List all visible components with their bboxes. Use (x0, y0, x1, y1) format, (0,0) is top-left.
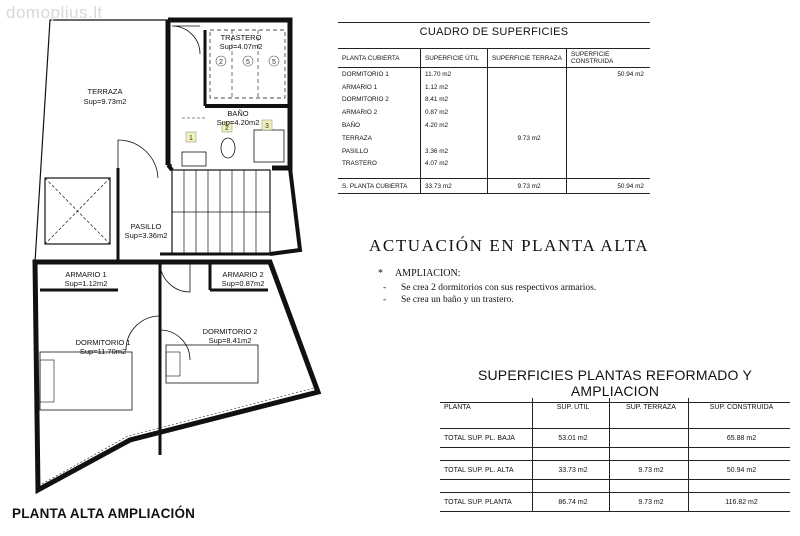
cell-util: 8.41 m2 (421, 94, 488, 107)
cuadro-header-row (338, 49, 650, 68)
cuadro-header-util: SUPERFICIE ÚTIL (421, 49, 488, 68)
room-dormitorio1-area: Sup=11.70m2 (79, 347, 127, 356)
watermark: domoplius.lt (6, 3, 103, 22)
cell-construida: 50.94 m2 (567, 68, 651, 81)
cell-construida (567, 81, 651, 94)
spacer-row (338, 170, 650, 179)
dash-mark: - (383, 283, 387, 293)
room-dormitorio2-area: Sup=8.41m2 (208, 336, 252, 345)
room-trastero-name: TRASTERO (220, 33, 262, 42)
cell-util: 11.70 m2 (421, 68, 488, 81)
cell-name: DORMITORIO 2 (342, 96, 389, 104)
cell-name: BAÑO (342, 122, 361, 130)
bullet-mark: * (378, 268, 383, 279)
table-row (338, 158, 650, 171)
room-bano-area: Sup=4.20m2 (216, 118, 260, 127)
cell-construida: 50.94 m2 (689, 461, 791, 480)
cell-util: 4.07 m2 (421, 158, 488, 171)
table-row (440, 429, 790, 448)
superficies-title: SUPERFICIES PLANTAS REFORMADO Y AMPLIACION (440, 367, 790, 403)
actuacion-title: ACTUACIÓN EN PLANTA ALTA (369, 236, 650, 255)
table-row (338, 106, 650, 119)
ampliacion-label: AMPLIACION: (394, 268, 461, 279)
cell-terraza (488, 94, 567, 107)
cuadro-title: CUADRO DE SUPERFICIES (338, 22, 650, 38)
cell-name: PASILLO (342, 147, 369, 155)
cell-construida: 116.82 m2 (689, 493, 791, 512)
plan-title: PLANTA ALTA AMPLIACIÓN (12, 506, 196, 521)
cell-terraza (488, 119, 567, 132)
header-terraza: SUP. TERRAZA (610, 398, 689, 416)
ampliacion-list (383, 282, 596, 306)
table-row (338, 94, 650, 107)
cuadro-header-construida: SUPERFICIE CONSTRUIDA (567, 49, 651, 68)
cell-util: 33.73 m2 (421, 179, 488, 194)
cuadro-header-terraza: SUPERFICIE TERRAZA (488, 49, 567, 68)
spacer-row (440, 448, 790, 461)
cell-terraza (610, 429, 689, 448)
cell-util: 33.73 m2 (533, 461, 610, 480)
header-construida: SUP. CONSTRUIDA (689, 398, 791, 416)
room-bano-name: BAÑO (227, 109, 249, 118)
cell-construida (567, 106, 651, 119)
table-row (338, 132, 650, 145)
room-dormitorio2-name: DORMITORIO 2 (202, 327, 258, 336)
cell-util: 0.87 m2 (421, 106, 488, 119)
table-row (440, 461, 790, 480)
cell-name: S. PLANTA CUBIERTA (338, 179, 421, 194)
room-armario2-name: ARMARIO 2 (222, 270, 264, 279)
dash-mark: - (383, 295, 387, 305)
cell-util: 4.20 m2 (421, 119, 488, 132)
list-item (383, 294, 596, 306)
cell-construida: 65.88 m2 (689, 429, 791, 448)
room-terraza-area: Sup=9.73m2 (83, 97, 127, 106)
cell-terraza (488, 68, 567, 81)
room-armario2-area: Sup=0.87m2 (221, 279, 265, 288)
table-row (338, 81, 650, 94)
cell-construida (567, 119, 651, 132)
storage-marker-1: 2 (219, 59, 223, 66)
cell-name: TOTAL SUP. PL. BAJA (440, 429, 533, 448)
cell-name: TERRAZA (342, 134, 372, 142)
cell-name: DORMITORIO 1 (342, 70, 389, 78)
cell-name: TOTAL SUP. PL. ALTA (440, 461, 533, 480)
cell-terraza: 9.73 m2 (610, 461, 689, 480)
cell-construida (567, 94, 651, 107)
cell-construida (567, 145, 651, 158)
cell-terraza (488, 106, 567, 119)
ampliacion-heading (378, 268, 461, 279)
cell-util: 86.74 m2 (533, 493, 610, 512)
table-row (440, 493, 790, 512)
marker-3: 3 (265, 123, 269, 130)
cell-util (421, 132, 488, 145)
cell-terraza: 9.73 m2 (610, 493, 689, 512)
room-trastero-area: Sup=4.07m2 (219, 42, 263, 51)
storage-marker-3: 5 (272, 59, 276, 66)
cell-util: 53.01 m2 (533, 429, 610, 448)
cell-construida (567, 158, 651, 171)
spacer-row (440, 480, 790, 493)
floor-plan (0, 0, 340, 500)
list-item (383, 282, 596, 294)
room-pasillo-name: PASILLO (130, 222, 162, 231)
table-row (338, 119, 650, 132)
cell-terraza (488, 145, 567, 158)
cell-name: TOTAL SUP. PLANTA (440, 493, 533, 512)
marker-1: 1 (189, 135, 193, 142)
table-row (338, 145, 650, 158)
cell-util: 3.36 m2 (421, 145, 488, 158)
storage-marker-2: 5 (246, 59, 250, 66)
header-util: SUP. UTIL (533, 398, 610, 416)
list-item-text: Se crea un baño y un trastero. (401, 295, 514, 305)
cuadro-table (338, 48, 650, 194)
cell-terraza (488, 81, 567, 94)
room-terraza-name: TERRAZA (87, 87, 123, 96)
marker-2: 2 (225, 125, 229, 132)
room-armario1-area: Sup=1.12m2 (64, 279, 108, 288)
cell-name: TRASTERO (342, 160, 377, 168)
cell-name: ARMARIO 2 (342, 109, 378, 117)
superficies-table (440, 398, 790, 512)
room-armario1-name: ARMARIO 1 (65, 270, 107, 279)
list-item-text: Se crea 2 dormitorios con sus respectivos armarios. (401, 283, 597, 293)
cell-construida (567, 132, 651, 145)
table-row (338, 68, 650, 81)
room-dormitorio1-name: DORMITORIO 1 (75, 338, 131, 347)
cell-util: 1.12 m2 (421, 81, 488, 94)
cuadro-header-planta: PLANTA CUBIERTA (338, 49, 421, 68)
cell-name: ARMARIO 1 (342, 83, 378, 91)
total-row (338, 179, 650, 194)
spacer-row (440, 416, 790, 429)
cell-terraza: 9.73 m2 (488, 179, 567, 194)
superficies-header-row (440, 398, 790, 416)
header-planta: PLANTA (444, 403, 471, 411)
room-pasillo-area: Sup=3.36m2 (124, 231, 168, 240)
cell-construida: 50.94 m2 (567, 179, 651, 194)
cell-terraza: 9.73 m2 (488, 132, 567, 145)
cell-terraza (488, 158, 567, 171)
